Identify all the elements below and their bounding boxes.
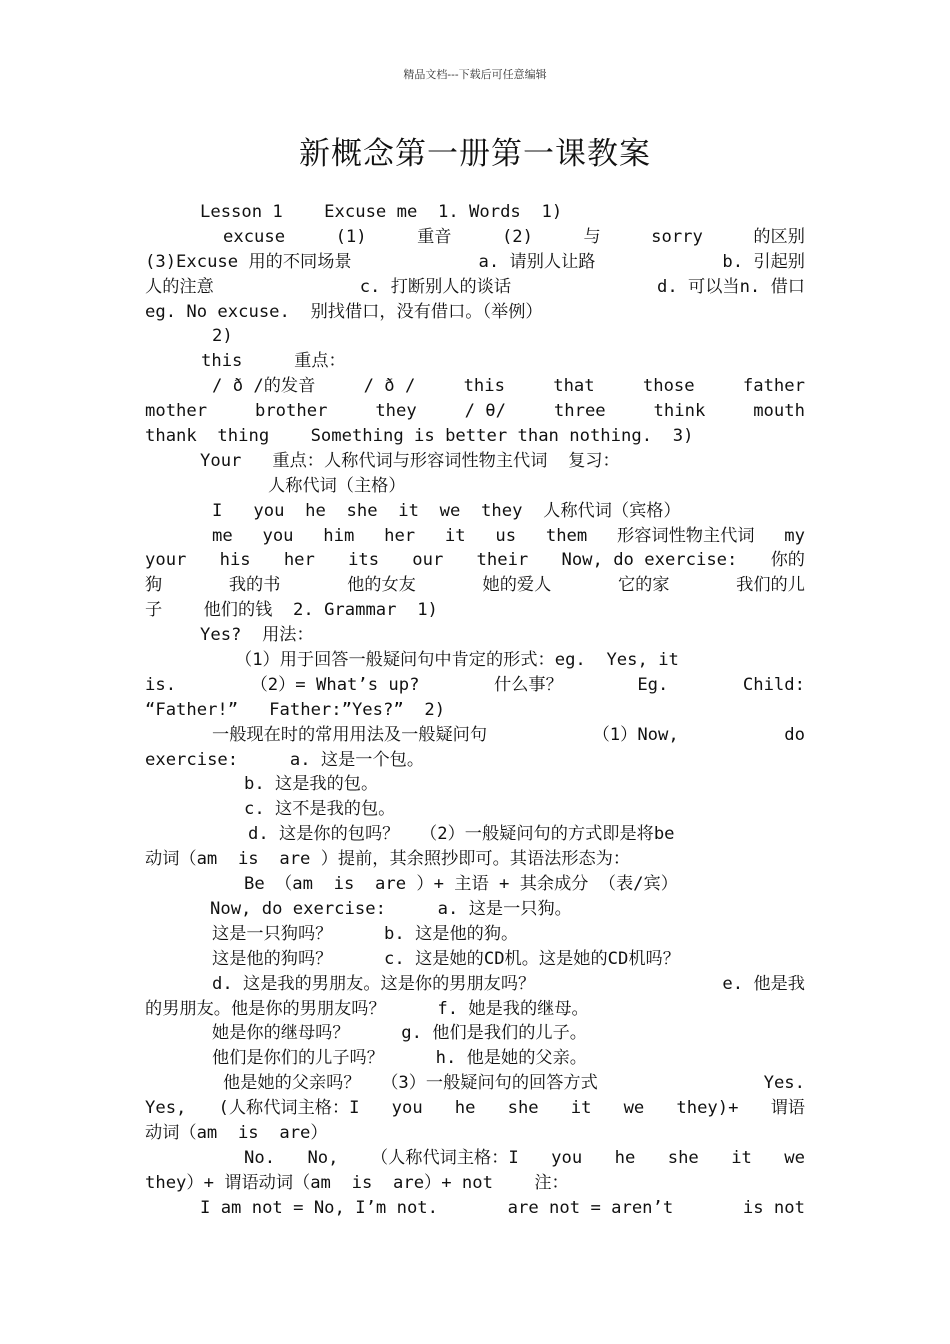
text-segment: 他是她的父亲吗？ （3）一般疑问句的回答方式 [223, 1073, 598, 1094]
text-segment: our [412, 550, 444, 571]
text-segment: their [476, 550, 529, 571]
text-segment: she [507, 1098, 539, 1119]
text-segment: they）+ 谓语动词（am is are）+ not 注： [145, 1172, 569, 1193]
text-segment: it [444, 525, 466, 546]
text-segment: she [667, 1147, 699, 1168]
text-line [145, 275, 805, 300]
text-segment: her [283, 550, 315, 571]
text-segment: that [553, 376, 595, 397]
text-segment: 她的爱人 [482, 575, 552, 596]
text-segment: 她是你的继母吗？ g. 他们是我们的儿子。 [212, 1023, 587, 1044]
text-line [145, 797, 805, 822]
text-segment: / θ/ [464, 401, 507, 422]
text-segment: Yes, [145, 1098, 187, 1119]
text-segment: 它的家 [617, 575, 670, 596]
text-segment: / ð /的发音 [212, 376, 316, 397]
text-line [145, 1121, 805, 1146]
text-line [145, 449, 805, 474]
text-segment: sorry [651, 226, 703, 247]
text-segment: I am not = No, I’m not. [200, 1197, 438, 1218]
text-segment: her [384, 525, 416, 546]
text-segment: 你的 [770, 550, 805, 571]
text-segment: d. 这是我的男朋友。这是你的男朋友吗？ [212, 973, 536, 994]
text-line [145, 922, 805, 947]
text-line [145, 573, 805, 598]
text-segment: （人称代词主格：I [370, 1147, 519, 1168]
text-segment: No. [244, 1147, 276, 1168]
text-segment: / ð / [363, 376, 416, 397]
text-segment: mother [145, 401, 208, 422]
text-segment: 我的书 [228, 575, 281, 596]
text-line [145, 374, 805, 399]
text-segment: me [212, 525, 233, 546]
text-segment: think [653, 401, 706, 422]
text-segment: b. 这是我的包。 [244, 774, 379, 795]
text-line [145, 673, 805, 698]
text-segment: us [495, 525, 517, 546]
text-segment: 人的注意 [145, 276, 214, 297]
text-segment: (1) [335, 226, 367, 247]
text-line [145, 1096, 805, 1121]
text-line [145, 1146, 805, 1171]
text-segment: Lesson 1 Excuse me 1. Words 1) [200, 202, 563, 222]
text-line [145, 847, 805, 872]
text-segment: c. 打断别人的谈话 [359, 276, 512, 297]
text-segment: 这是他的狗吗？ c. 这是她的CD机。这是她的CD机吗？ [212, 948, 680, 969]
text-segment: you [391, 1098, 423, 1119]
text-segment: （1）Now, [592, 724, 679, 745]
text-segment: 形容词性物主代词 [617, 525, 755, 546]
text-segment: he [614, 1147, 636, 1168]
text-segment: they [375, 401, 417, 422]
text-line [145, 349, 805, 374]
text-line [145, 872, 805, 897]
text-line [145, 623, 805, 648]
text-segment: Now, do exercise: a. 这是一只狗。 [210, 898, 572, 919]
text-segment: he [454, 1098, 476, 1119]
text-segment: 人称代词（主格） [268, 475, 406, 496]
text-segment: those [642, 376, 695, 397]
text-segment: Child: [742, 674, 805, 695]
text-segment: 我们的儿 [736, 575, 805, 596]
text-segment: 动词（am is are） [145, 1122, 328, 1143]
text-segment: e. 他是我 [722, 973, 805, 994]
text-segment: 的男朋友。他是你的男朋友吗？ f. 她是我的继母。 [145, 998, 589, 1019]
text-segment: is not [742, 1197, 805, 1218]
text-line [145, 225, 805, 250]
text-line [145, 250, 805, 275]
text-line [145, 947, 805, 972]
document-body [145, 200, 805, 1221]
text-line [145, 822, 805, 847]
text-segment: (人称代词主格：I [218, 1098, 360, 1119]
text-segment: its [348, 550, 380, 571]
text-segment: his [219, 550, 251, 571]
text-segment: 什么事？ [494, 674, 563, 695]
text-segment: we [623, 1098, 645, 1119]
text-segment: Your 重点：人称代词与形容词性物主代词 复习： [200, 450, 620, 471]
text-segment: 他们是你们的儿子吗？ h. 他是她的父亲。 [212, 1048, 587, 1069]
text-segment: I you he she it we they 人称代词（宾格） [212, 500, 681, 521]
text-line [145, 897, 805, 922]
text-line [145, 524, 805, 549]
text-segment: them [545, 525, 588, 546]
text-line [145, 1046, 805, 1071]
text-segment: are not = aren’t [507, 1197, 674, 1218]
text-segment: is. [145, 674, 177, 695]
text-line [145, 698, 805, 723]
text-segment: three [553, 401, 606, 422]
page-title: 新概念第一册第一课教案 [299, 136, 651, 172]
text-segment: a. 请别人让路 [478, 251, 596, 272]
text-segment: exercise: a. 这是一个包。 [145, 749, 425, 770]
text-line [145, 399, 805, 424]
text-segment: 2) [212, 326, 233, 347]
text-segment: him [323, 525, 355, 546]
text-segment: mouth [753, 401, 805, 422]
text-segment: father [742, 376, 805, 397]
text-segment: “Father!” Father:”Yes?” 2) [145, 699, 446, 720]
text-segment: 他的女友 [347, 575, 416, 596]
text-segment: b. 引起别 [722, 251, 805, 272]
text-segment: (2) [501, 226, 533, 247]
text-line [145, 1021, 805, 1046]
text-segment: excuse [223, 226, 286, 247]
text-segment: Yes. [763, 1073, 805, 1094]
text-segment: this [463, 376, 505, 397]
text-segment: 与 [583, 226, 601, 247]
text-segment: Be （am is are ）+ 主语 + 其余成分 （表/宾） [244, 874, 678, 895]
text-segment: 的区别 [753, 226, 805, 247]
text-segment: 这是一只狗吗？ b. 这是他的狗。 [212, 923, 519, 944]
text-segment: this 重点： [201, 351, 346, 372]
text-segment: No, [307, 1147, 339, 1168]
text-segment: 重音 [417, 226, 452, 247]
text-line [145, 723, 805, 748]
text-line [145, 324, 805, 349]
text-segment: 动词（am is are ）提前，其余照抄即可。其语法形态为： [145, 849, 631, 870]
text-segment: it [731, 1147, 752, 1168]
text-line [145, 598, 805, 623]
text-segment: brother [254, 401, 328, 422]
text-line [145, 997, 805, 1022]
text-segment: （2）= What’s up? [250, 674, 420, 695]
text-segment: do [784, 724, 805, 745]
text-segment: my [784, 525, 805, 546]
text-segment: （1）用于回答一般疑问句中肯定的形式：eg. Yes, it [235, 650, 679, 671]
text-segment: d. 可以当n. 借口 [656, 276, 805, 297]
text-segment: Eg. [637, 674, 669, 695]
text-segment: Now, do exercise: [561, 550, 738, 571]
text-line [145, 548, 805, 573]
text-segment: it [570, 1098, 592, 1119]
text-segment: eg. No excuse. 别找借口，没有借口。（举例） [145, 301, 543, 322]
text-line [145, 499, 805, 524]
text-segment: thank thing Something is better than nothing. 3) [145, 426, 694, 447]
text-segment: c. 这不是我的包。 [244, 799, 396, 820]
text-segment: d. 这是你的包吗？ （2）一般疑问句的方式即是将be [248, 824, 675, 845]
text-line [145, 648, 805, 673]
text-line [145, 1196, 805, 1221]
text-line [145, 424, 805, 449]
text-line [145, 1071, 805, 1096]
text-segment: (3)Excuse 用的不同场景 [145, 251, 352, 272]
text-segment: 一般现在时的常用用法及一般疑问句 [212, 724, 488, 745]
text-segment: you [551, 1147, 583, 1168]
text-segment: your [145, 550, 187, 571]
text-line [145, 972, 805, 997]
text-segment: Yes? 用法： [200, 625, 314, 646]
text-segment: 子 他们的钱 2. Grammar 1) [145, 600, 438, 621]
text-segment: 谓语 [770, 1098, 805, 1119]
text-segment: we [784, 1147, 805, 1168]
text-line [145, 772, 805, 797]
text-line [145, 200, 805, 225]
text-line [145, 748, 805, 773]
page-header: 精品文档---下载后可任意编辑 [403, 68, 547, 81]
text-line [145, 474, 805, 499]
text-segment: 狗 [145, 575, 163, 596]
text-line [145, 1171, 805, 1196]
text-segment: you [262, 525, 294, 546]
text-segment: they)+ [676, 1098, 739, 1119]
text-line [145, 300, 805, 325]
